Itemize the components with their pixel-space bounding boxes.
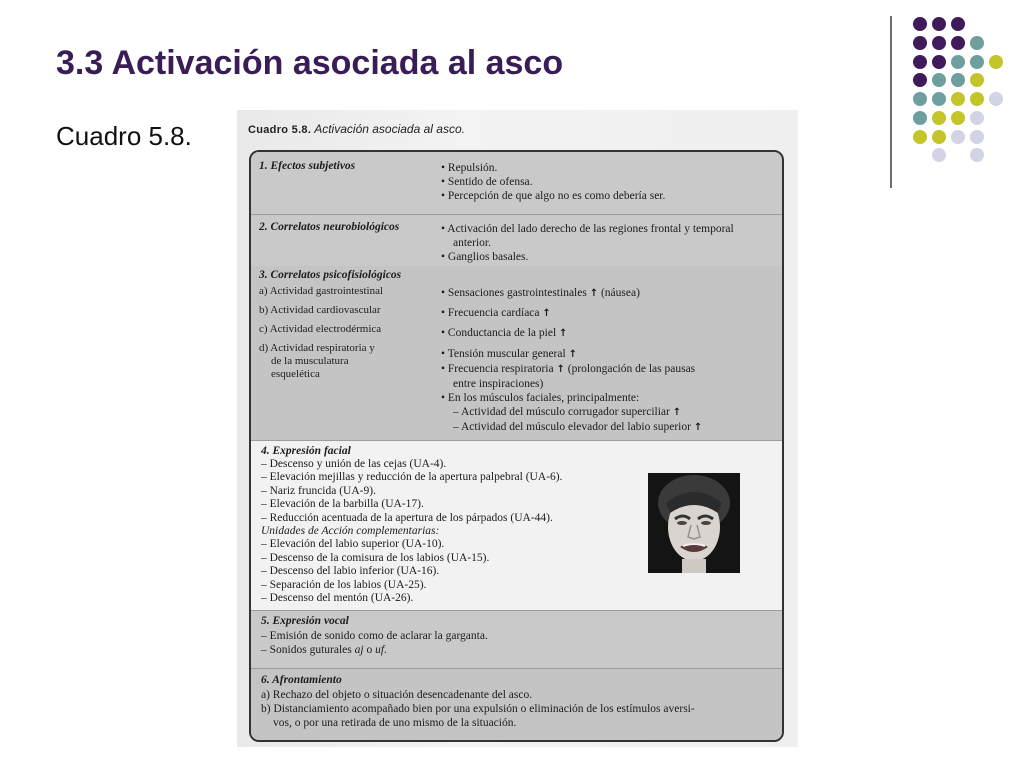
list-item: vos, o por una retirada de uno mismo de la situación. bbox=[273, 717, 517, 729]
decorative-dot bbox=[951, 111, 965, 125]
section-header: 6. Afrontamiento bbox=[261, 674, 342, 686]
section-vocal-expression bbox=[251, 610, 782, 668]
up-arrow-icon: ↑ bbox=[542, 308, 551, 319]
facial-items bbox=[261, 458, 562, 605]
scan-heading bbox=[248, 122, 465, 137]
list-item bbox=[441, 306, 781, 321]
decorative-dot bbox=[932, 92, 946, 106]
decorative-dot bbox=[951, 130, 965, 144]
list-item: – Elevación del labio superior (UA-10). bbox=[261, 538, 445, 551]
list-item: esquelética bbox=[271, 368, 320, 380]
disgust-table bbox=[249, 150, 784, 742]
decorative-dot bbox=[970, 73, 984, 87]
decorative-dot bbox=[970, 36, 984, 50]
list-item: de la musculatura bbox=[271, 355, 349, 367]
decorative-dot bbox=[951, 73, 965, 87]
scan-heading-text: Activación asociada al asco. bbox=[314, 122, 465, 136]
list-item-note: (prolongación de las pausas bbox=[567, 363, 696, 375]
scanned-table-image bbox=[237, 110, 798, 747]
list-item: – Reducción acentuada de la apertura de los párpados (UA-44). bbox=[261, 511, 553, 524]
decorative-dot bbox=[989, 55, 1003, 69]
list-item bbox=[441, 362, 781, 377]
list-item: entre inspiraciones) bbox=[453, 378, 544, 390]
face-illustration bbox=[648, 473, 740, 573]
list-item: – Elevación de la barbilla (UA-17). bbox=[261, 498, 424, 511]
scan-heading-label: Cuadro 5.8. bbox=[248, 124, 312, 136]
list-item-text: – Sonidos guturales bbox=[261, 644, 352, 656]
section-items bbox=[441, 222, 781, 264]
decorative-dot bbox=[932, 148, 946, 162]
decorative-dot bbox=[932, 111, 946, 125]
psychophysiological-right-column bbox=[441, 286, 781, 435]
list-item: – Descenso del mentón (UA-26). bbox=[261, 592, 414, 605]
list-item: b) Actividad cardiovascular bbox=[259, 304, 381, 316]
list-item-note: (náusea) bbox=[600, 287, 640, 299]
coping-items bbox=[261, 688, 695, 730]
sentence-end: . bbox=[384, 644, 387, 656]
section-neurobiological bbox=[251, 214, 782, 266]
decorative-dot bbox=[932, 55, 946, 69]
decorative-dot bbox=[932, 36, 946, 50]
list-item: – Nariz fruncida (UA-9). bbox=[261, 484, 376, 497]
decorative-dot bbox=[932, 17, 946, 31]
section-header: 5. Expresión vocal bbox=[261, 615, 349, 627]
decorative-dot bbox=[913, 17, 927, 31]
decorative-dot bbox=[970, 111, 984, 125]
decorative-dot bbox=[932, 130, 946, 144]
list-item: – Separación de los labios (UA-25). bbox=[261, 578, 427, 591]
up-arrow-icon: ↑ bbox=[589, 288, 599, 299]
section-coping bbox=[251, 668, 782, 742]
decorative-dot bbox=[913, 111, 927, 125]
list-item: • Ganglios basales. bbox=[441, 251, 529, 263]
list-item: • Repulsión. bbox=[441, 162, 498, 174]
list-item-text: • Sensaciones gastrointestinales bbox=[441, 287, 587, 299]
list-item-text: – Actividad del músculo elevador del labio superior bbox=[453, 421, 691, 433]
decorative-dot bbox=[913, 92, 927, 106]
decorative-dot bbox=[951, 92, 965, 106]
sound-aj: aj bbox=[354, 644, 364, 656]
decorative-dot bbox=[913, 55, 927, 69]
decorative-dot bbox=[970, 148, 984, 162]
list-item: a) Actividad gastrointestinal bbox=[259, 285, 384, 297]
slide-title: 3.3 Activación asociada al asco bbox=[56, 44, 564, 82]
vocal-items bbox=[261, 629, 488, 657]
decorative-dot bbox=[970, 130, 984, 144]
section-psychophysiological bbox=[251, 266, 782, 440]
decorative-dot bbox=[932, 73, 946, 87]
list-item bbox=[441, 286, 781, 301]
decorative-dot bbox=[970, 55, 984, 69]
up-arrow-icon: ↑ bbox=[556, 364, 565, 375]
list-item-text: – Actividad del músculo corrugador superciliar bbox=[453, 406, 670, 418]
list-item: c) Actividad electrodérmica bbox=[259, 323, 382, 335]
section-items bbox=[441, 161, 781, 203]
divider-line bbox=[890, 16, 892, 188]
decorative-dot bbox=[951, 55, 965, 69]
decorative-dot bbox=[913, 73, 927, 87]
decorative-dot bbox=[913, 36, 927, 50]
section-header: 3. Correlatos psicofisiológicos bbox=[259, 269, 402, 281]
list-item: – Descenso de la comisura de los labios (UA-15). bbox=[261, 551, 490, 564]
sound-uf: uf bbox=[375, 644, 385, 656]
decorative-dot bbox=[951, 17, 965, 31]
section-subjective-effects bbox=[251, 152, 782, 214]
disgust-face-photo bbox=[648, 473, 740, 573]
list-item: • Activación del lado derecho de las regiones frontal y temporal bbox=[441, 223, 734, 235]
list-item bbox=[261, 643, 488, 657]
list-item bbox=[441, 326, 781, 341]
list-item bbox=[441, 347, 781, 362]
list-item bbox=[441, 405, 781, 420]
list-item: • Sentido de ofensa. bbox=[441, 176, 533, 188]
decorative-dot bbox=[913, 130, 927, 144]
list-item-text: • Tensión muscular general bbox=[441, 348, 566, 360]
list-item: a) Rechazo del objeto o situación desencadenante del asco. bbox=[261, 689, 533, 701]
list-item: – Descenso del labio inferior (UA-16). bbox=[261, 565, 440, 578]
list-item: – Elevación mejillas y reducción de la apertura palpebral (UA-6). bbox=[261, 471, 563, 484]
list-item: anterior. bbox=[453, 237, 491, 249]
list-item-text: • Frecuencia respiratoria bbox=[441, 363, 554, 375]
connector-word: o bbox=[366, 644, 373, 656]
list-item: b) Distanciamiento acompañado bien por una expulsión o eliminación de los estímulos aversi- bbox=[261, 703, 695, 715]
list-item bbox=[441, 420, 781, 435]
list-item-text: • Conductancia de la piel bbox=[441, 327, 557, 339]
section-header: 4. Expresión facial bbox=[261, 445, 351, 457]
list-item: – Descenso y unión de las cejas (UA-4). bbox=[261, 458, 447, 470]
up-arrow-icon: ↑ bbox=[559, 328, 568, 339]
list-item-text: • Frecuencia cardíaca bbox=[441, 307, 540, 319]
list-item: • Percepción de que algo no es como debería ser. bbox=[441, 190, 666, 202]
up-arrow-icon: ↑ bbox=[672, 407, 682, 418]
decorative-dot bbox=[989, 92, 1003, 106]
psychophysiological-left-column bbox=[259, 282, 439, 381]
up-arrow-icon: ↑ bbox=[693, 422, 703, 433]
up-arrow-icon: ↑ bbox=[568, 349, 577, 360]
slide-subtitle: Cuadro 5.8. bbox=[56, 121, 192, 151]
list-item: – Emisión de sonido como de aclarar la garganta. bbox=[261, 630, 488, 642]
section-header: 1. Efectos subjetivos bbox=[259, 160, 356, 172]
list-item: • En los músculos faciales, principalmente: bbox=[441, 392, 640, 404]
decorative-dot bbox=[951, 36, 965, 50]
decorative-dot bbox=[970, 92, 984, 106]
section-header: 2. Correlatos neurobiológicos bbox=[259, 221, 400, 233]
complementary-header: Unidades de Acción complementarias: bbox=[261, 525, 440, 538]
list-item: d) Actividad respiratoria y bbox=[259, 342, 375, 354]
